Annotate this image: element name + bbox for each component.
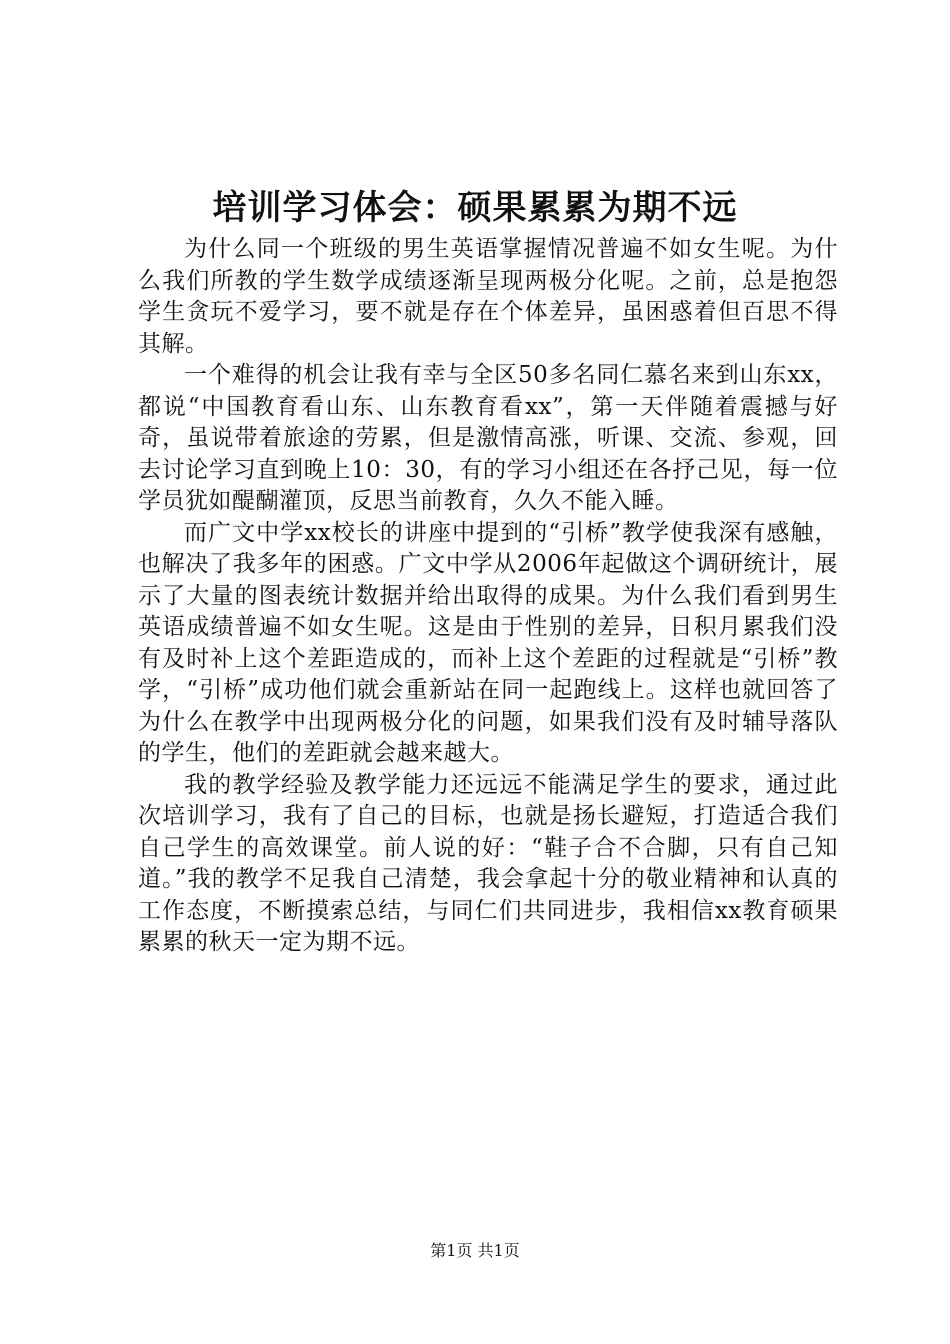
page-number-footer: 第1页 共1页 (430, 1241, 520, 1260)
paragraph-3: 而广文中学xx校长的讲座中提到的“引桥”教学使我深有感触，也解决了我多年的困惑。广文中学从2006年起做这个调研统计，展示了大量的图表统计数据并给出取得的成果。为什么我们看到男生英语成绩普遍不如女生呢。这是由于性别的差异，日积月累我们没有及时补上这个差距造成的，而补上这个差距的过程就是“引桥”教学，“引桥”成功他们就会重新站在同一起跑线上。这样也就回答了为什么在教学中出现两极分化的问题，如果我们没有及时辅导落队的学生，他们的差距就会越来越大。 (138, 519, 838, 766)
paragraph-2: 一个难得的机会让我有幸与全区50多名同仁慕名来到山东xx，都说“中国教育看山东、山东教育看xx”，第一天伴随着震撼与好奇，虽说带着旅途的劳累，但是激情高涨，听课、交流、参观，回去讨论学习直到晚上10：30，有的学习小组还在各抒己见，每一位学员犹如醍醐灌顶，反思当前教育，久久不能入睡。 (138, 362, 838, 514)
document-body (138, 234, 838, 959)
document-title: 培训学习体会：硕果累累为期不远 (212, 188, 738, 228)
paragraph-1: 为什么同一个班级的男生英语掌握情况普遍不如女生呢。为什么我们所教的学生数学成绩逐渐呈现两极分化呢。之前，总是抱怨学生贪玩不爱学习，要不就是存在个体差异，虽困惑着但百思不得其解。 (138, 236, 838, 357)
paragraph-4: 我的教学经验及教学能力还远远不能满足学生的要求，通过此次培训学习，我有了自己的目标，也就是扬长避短，打造适合我们自己学生的高效课堂。前人说的好：“鞋子合不合脚，只有自己知道。”我的教学不足我自己清楚，我会拿起十分的敬业精神和认真的工作态度，不断摸索总结，与同仁们共同进步，我相信xx教育硕果累累的秋天一定为期不远。 (138, 771, 838, 955)
